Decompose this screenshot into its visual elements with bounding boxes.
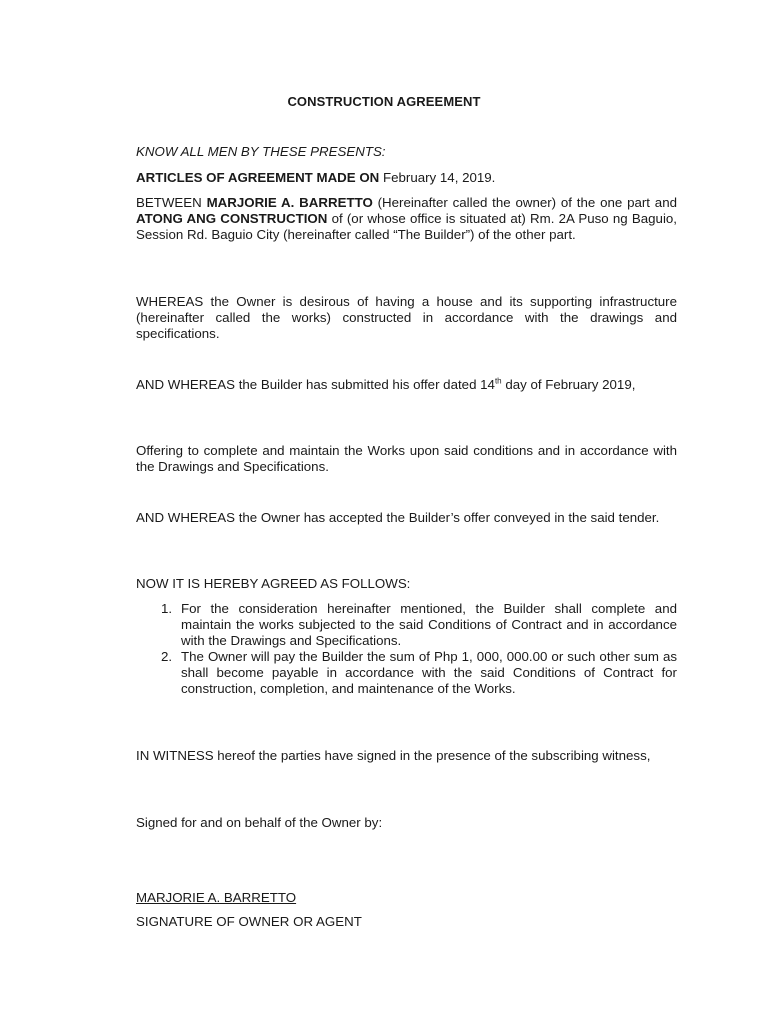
list-item-text: The Owner will pay the Builder the sum of Php 1, 000, 000.00 or such other sum as shall become payable in accordance with the said Conditions of Contract for construction, completion, and maintenance of the Works. — [181, 649, 677, 696]
builder-name: ATONG ANG CONSTRUCTION — [136, 211, 328, 226]
articles-date: February 14, 2019. — [383, 170, 496, 185]
list-item-text: For the consideration hereinafter mentioned, the Builder shall complete and maintain the works subjected to the said Conditions of Contract and in accordance with the Drawings and Specifications. — [181, 601, 677, 648]
signed-for-line: Signed for and on behalf of the Owner by: — [136, 815, 383, 830]
articles-line — [136, 170, 677, 186]
between-text-3: of (or whose office is situated at) Rm. 2A Puso ng Baguio, Session Rd. Baguio City (hereinafter called “The Builder”) of the other part. — [136, 211, 677, 242]
agreed-heading: NOW IT IS HEREBY AGREED AS FOLLOWS: — [136, 576, 411, 591]
document-title: CONSTRUCTION AGREEMENT — [287, 94, 481, 109]
witness-paragraph: IN WITNESS hereof the parties have signed in the presence of the subscribing witness, — [136, 748, 651, 763]
ordinal-suffix: th — [494, 376, 502, 386]
owner-name: MARJORIE A. BARRETTO — [206, 195, 373, 210]
whereas2-after: day of February 2019, — [501, 377, 636, 392]
whereas2-before: AND WHEREAS the Builder has submitted his offer dated 14 — [136, 377, 495, 392]
between-text-1: BETWEEN — [136, 195, 207, 210]
intro-line: KNOW ALL MEN BY THESE PRESENTS: — [136, 144, 386, 159]
whereas-paragraph-1: WHEREAS the Owner is desirous of having a house and its supporting infrastructure (hereinafter called the works) constructed in accordance with the drawings and specifications. — [136, 294, 677, 341]
whereas-paragraph-3: AND WHEREAS the Owner has accepted the Builder’s offer conveyed in the said tender. — [136, 510, 660, 525]
list-item-number: 1. — [161, 601, 173, 616]
offering-paragraph: Offering to complete and maintain the Works upon said conditions and in accordance with the Drawings and Specifications. — [136, 443, 677, 474]
signature-label: SIGNATURE OF OWNER OR AGENT — [136, 914, 362, 929]
list-item — [136, 601, 677, 649]
signatory-name: MARJORIE A. BARRETTO — [136, 890, 297, 905]
list-item — [136, 649, 677, 697]
list-item-number: 2. — [161, 649, 173, 664]
between-paragraph — [136, 195, 677, 243]
articles-label: ARTICLES OF AGREEMENT MADE ON — [136, 170, 380, 185]
between-text-2: (Hereinafter called the owner) of the one part and — [372, 195, 677, 210]
whereas-paragraph-2 — [136, 377, 677, 393]
agreement-list — [136, 601, 677, 697]
